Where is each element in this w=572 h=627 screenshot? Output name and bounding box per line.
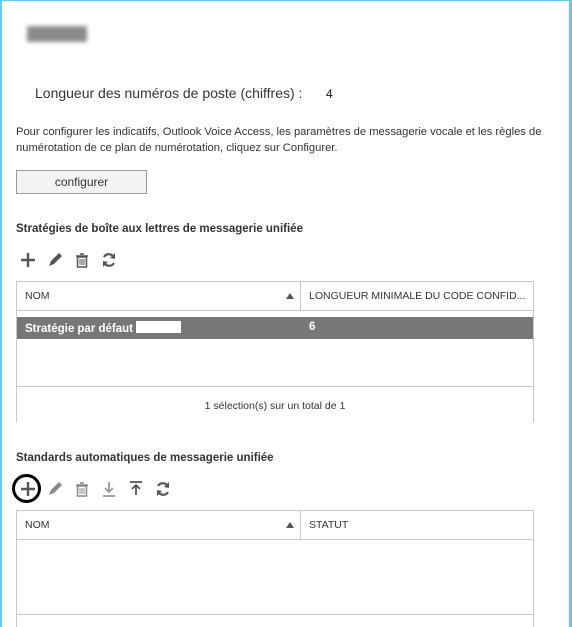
sort-ascending-icon[interactable] [286,293,294,299]
row-name: Stratégie par défaut [25,323,133,335]
mailbox-policies-toolbar [16,250,136,272]
grid-header [17,281,533,311]
selection-count: 1 sélection(s) sur un total de 1 [17,386,533,424]
edit-icon[interactable] [45,250,65,270]
extension-length-label: Longueur des numéros de poste (chiffres) : [35,85,303,101]
download-icon[interactable] [99,479,119,499]
column-header-name[interactable]: NOM [25,519,50,531]
upload-icon[interactable] [126,479,146,499]
redacted-title [27,26,87,42]
column-header-status[interactable]: STATUT [309,519,349,531]
configure-description: Pour configurer les indicatifs, Outlook Voice Access, les paramètres de messagerie vocale et les règles de numérotation de ce plan de numérotation, cliquez sur Configurer. [16,126,542,154]
add-icon[interactable] [18,250,38,270]
grid-header [17,510,533,540]
auto-attendants-title: Standards automatiques de messagerie unifiée [16,452,274,464]
column-header-min-pin[interactable]: LONGUEUR MINIMALE DU CODE CONFID... [309,290,526,302]
column-divider [300,282,301,310]
configure-button[interactable]: configurer [16,170,147,194]
mailbox-policies-title: Stratégies de boîte aux lettres de messagerie unifiée [16,223,303,235]
delete-icon[interactable] [72,250,92,270]
column-divider [300,511,301,539]
extension-length-value: 4 [326,87,333,101]
column-header-name[interactable]: NOM [25,290,50,302]
delete-icon[interactable] [72,479,92,499]
sort-ascending-icon[interactable] [286,522,294,528]
row-min-pin: 6 [309,321,316,333]
mailbox-policies-grid [16,281,534,422]
auto-attendants-toolbar [16,479,186,501]
table-row[interactable] [17,317,533,339]
window-frame-top [0,0,572,1]
refresh-icon[interactable] [153,479,173,499]
auto-attendants-grid [16,510,534,627]
grid-footer-divider [17,614,533,615]
edit-icon[interactable] [45,479,65,499]
window-frame-left [0,0,2,627]
refresh-icon[interactable] [99,250,119,270]
redacted-text [136,321,181,333]
add-icon[interactable] [18,479,38,499]
